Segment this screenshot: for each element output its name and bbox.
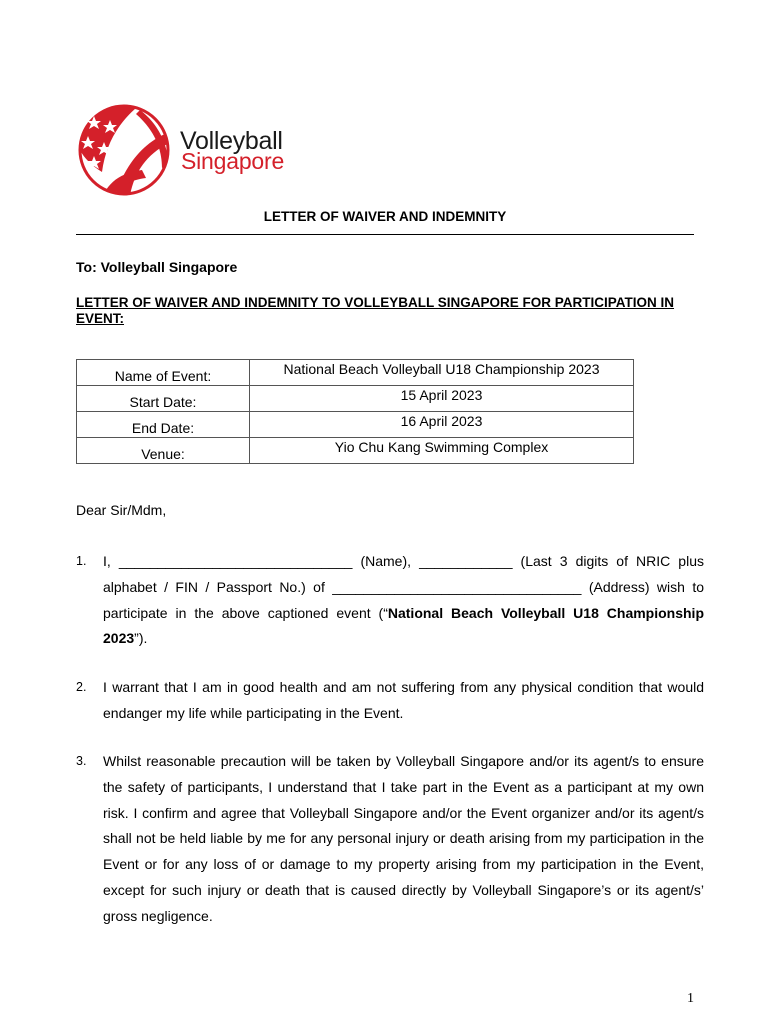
venue-label: Venue:	[77, 438, 250, 464]
letter-heading: LETTER OF WAIVER AND INDEMNITY TO VOLLEYBALL SINGAPORE FOR PARTICIPATION IN EVENT:	[76, 295, 675, 326]
salutation: Dear Sir/Mdm,	[76, 502, 167, 518]
clause-text-part: ”).	[134, 630, 148, 647]
clause-1	[76, 549, 704, 652]
table-row	[77, 438, 634, 464]
table-row	[77, 386, 634, 412]
venue-value: Yio Chu Kang Swimming Complex	[250, 438, 634, 464]
logo-text-singapore: Singapore	[181, 148, 285, 174]
clause-number: 3.	[76, 754, 87, 768]
clause-text: Whilst reasonable precaution will be taken by Volleyball Singapore and/or its agent/s to ensure the safety of participants, I understand that I take part in the Event as a participant at my own risk. I confirm and agree that Volleyball Singapore and/or the Event organizer and/or its agent/s shall not be held liable by me for any personal injury or death arising from my participation in the Event or for any loss of or damage to my property arising from my participation in the Event, except for such injury or death that is caused directly by Volleyball Singapore’s or its agent/s’ gross negligence.	[103, 753, 704, 924]
clause-text: I warrant that I am in good health and am not suffering from any physical condition that would endanger my life while participating in the Event.	[103, 679, 704, 721]
clause-3	[76, 749, 704, 930]
end-date-value: 16 April 2023	[250, 412, 634, 438]
clause-text	[103, 549, 704, 652]
table-row	[77, 412, 634, 438]
page-number: 1	[687, 991, 694, 1006]
title-divider	[76, 234, 694, 235]
table-row	[77, 360, 634, 386]
start-date-value: 15 April 2023	[250, 386, 634, 412]
logo-text-volleyball: Volleyball	[180, 127, 283, 155]
end-date-label: End Date:	[77, 412, 250, 438]
clause-2	[76, 675, 704, 727]
volleyball-logo-icon	[76, 102, 186, 200]
event-name-bold: National Beach Volleyball U18 Championship 2023	[103, 604, 704, 647]
recipient-line: To: Volleyball Singapore	[76, 259, 238, 275]
event-name-label: Name of Event:	[77, 360, 250, 386]
clause-text-part: I, ______________________________ (Name), ____________ (Last 3 digits of NRIC plus alphabet / FIN / Passport No.) of ________________________________ (Address) wish to participate in the above captioned event (“	[103, 553, 704, 621]
event-details-table	[76, 359, 634, 464]
document-title: LETTER OF WAIVER AND INDEMNITY	[263, 209, 507, 224]
clause-number: 1.	[76, 554, 87, 568]
start-date-label: Start Date:	[77, 386, 250, 412]
event-name-value: National Beach Volleyball U18 Championship 2023	[250, 360, 634, 386]
clause-number: 2.	[76, 680, 87, 694]
